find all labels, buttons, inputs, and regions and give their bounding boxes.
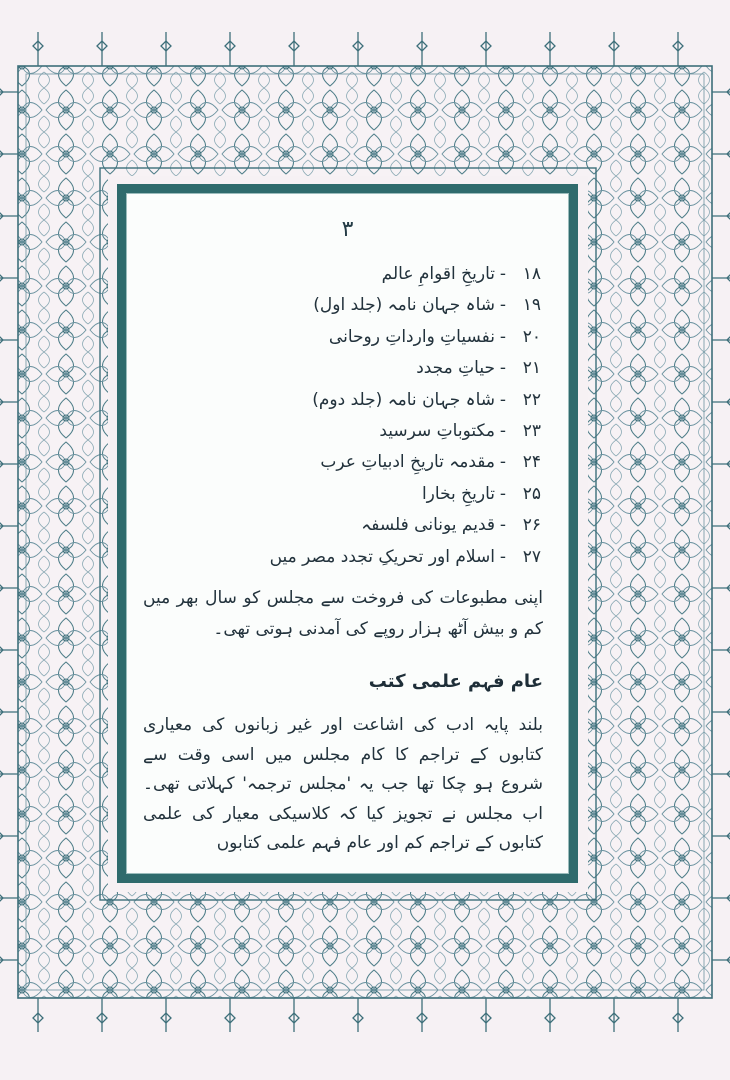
list-item: ۱۸-تاریخِ اقوامِ عالم [141, 259, 541, 290]
item-number: ۲۰ [522, 326, 541, 347]
item-title: مقدمہ تاریخِ ادبیاتِ عرب [320, 452, 495, 473]
paragraph-sales-income: اپنی مطبوعات کی فروخت سے مجلس کو سال بھر میں کم و بیش آٹھ ہزار روپے کی آمدنی ہوتی تھی۔ [143, 588, 543, 639]
item-number: ۲۱ [522, 358, 541, 379]
item-title: شاہ جہان نامہ (جلد دوم) [312, 389, 495, 410]
list-item: ۲۵-تاریخِ بخارا [141, 479, 541, 510]
item-number: ۲۳ [522, 420, 541, 441]
item-number: ۲۵ [522, 483, 541, 504]
item-number: ۲۶ [522, 515, 541, 536]
list-item: ۲۶-قدیم یونانی فلسفہ [141, 510, 541, 541]
list-item: ۲۲-شاہ جہان نامہ (جلد دوم) [141, 385, 541, 416]
table-of-contents [141, 259, 541, 573]
item-title: تاریخِ اقوامِ عالم [381, 264, 495, 284]
page-number: ۳ [341, 217, 354, 242]
item-title: حیاتِ مجدد [416, 358, 495, 379]
item-title: قدیم یونانی فلسفہ [361, 515, 495, 536]
section-heading: عام فہم علمی کتب [368, 671, 543, 692]
list-item: ۲۰-نفسیاتِ وارداتِ روحانی [141, 322, 541, 353]
list-item: ۲۷-اسلام اور تحریکِ تجدد مصر میں [141, 542, 541, 573]
item-number: ۱۸ [522, 264, 541, 284]
item-number: ۱۹ [522, 295, 541, 316]
item-title: تاریخِ بخارا [421, 483, 495, 504]
item-title: اسلام اور تحریکِ تجدد مصر میں [269, 546, 495, 567]
paragraph-translations: بلند پایہ ادب کی اشاعت اور غیر زبانوں کی معیاری کتابوں کے تراجم کا کام مجلس میں اسی وقت سے شروع ہو چکا تھا جب یہ 'مجلس ترجمہ' کہلاتی تھی۔ اب مجلس نے تجویز کیا کہ کلاسیکی معیار کی علمی کتابوں کے تراجم کم اور عام فہم علمی کتابوں [143, 715, 543, 853]
list-item: ۲۴-مقدمہ تاریخِ ادبیاتِ عرب [141, 447, 541, 478]
content-panel [117, 184, 578, 883]
list-item: ۲۳-مکتوباتِ سرسید [141, 416, 541, 447]
list-item: ۱۹-شاہ جہان نامہ (جلد اول) [141, 290, 541, 321]
item-title: مکتوباتِ سرسید [379, 420, 495, 441]
item-number: ۲۷ [522, 546, 541, 567]
item-title: نفسیاتِ وارداتِ روحانی [328, 326, 495, 347]
list-item: ۲۱-حیاتِ مجدد [141, 353, 541, 384]
item-title: شاہ جہان نامہ (جلد اول) [313, 295, 495, 316]
item-number: ۲۲ [522, 389, 541, 410]
item-number: ۲۴ [522, 452, 541, 473]
